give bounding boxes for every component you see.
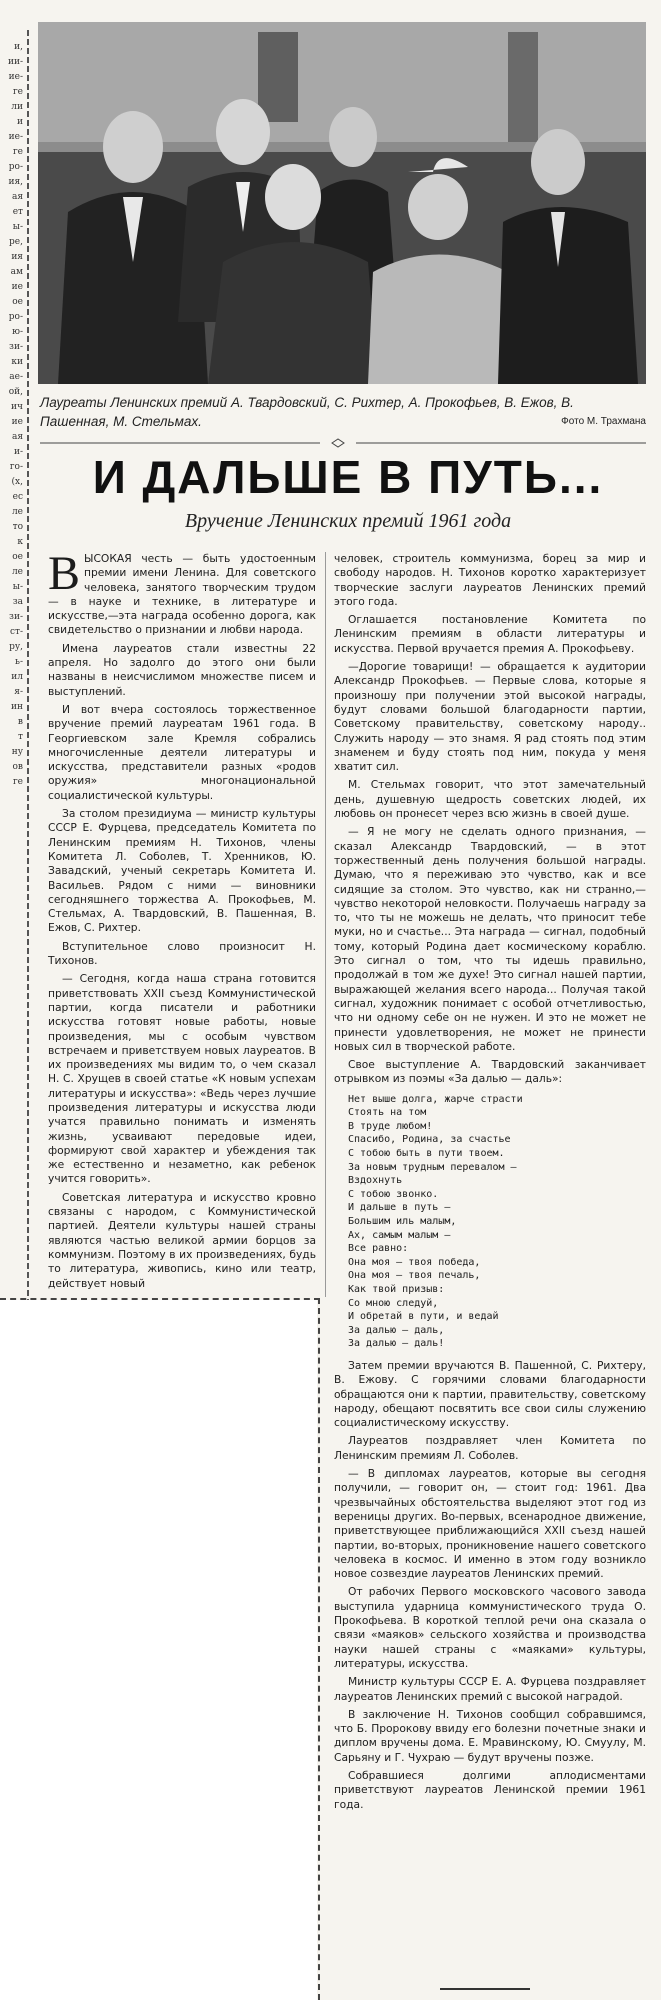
article-paragraph: В заключение Н. Тихонов сообщил собравшимся, что Б. Пророкову ввиду его болезни почетные знаки и диплом вручены дома. Е. Мравинскому, Ю. Смуулу, М. Сарьяну и Г. Чухраю — будут вручены позже. [334,1707,646,1764]
gutter-fragment: ие- [8,132,23,142]
poem-line: Она моя — твоя победа, [348,1256,481,1268]
article-paragraph: — В дипломах лауреатов, которые вы сегодня получили, — говорит он, — стоит год: 1961. Два чрезвычайных обстоятельства выделяют этот год из вереницы других. Во-первых, всенародное движение, приветствующее приближающийся XXII съезд нашей партии, во-вторых, проникновение нашего советского человека в космос. И именно в этом году возникло новое созвездие лауреатов Ленинских премий. [334,1467,646,1581]
gutter-fragment: то [12,522,23,532]
poem-line: За далью — даль! [348,1338,445,1350]
gutter-fragment: ия, [8,177,23,187]
gutter-fragment: к [17,537,23,547]
article-paragraph: За столом президиума — министр культуры СССР Е. Фурцева, председатель Комитета по Ленинским премиям Н. Тихонов, члены Комитета Л. Соболев, Т. Хренников, Ю. Завадский, ученый секретарь Комитета И. Васильев. Рядом с ними — виновники сегодняшнего торжества А. Прокофьев, М. Стельмах, А. Твардовский, В. Пашенная, В. Ежов, С. Рихтер. [48,807,316,935]
gutter-fragment: ст- [9,627,23,637]
article-paragraph: Лауреатов поздравляет член Комитета по Ленинским премиям Л. Соболев. [334,1434,646,1462]
gutter-fragment: ре, [9,237,23,247]
column-separator-rule [27,30,29,1300]
article-paragraph: Затем премии вручаются В. Пашенной, С. Рихтеру, В. Ежову. С горячими словами благодарности обращаются они к партии, правительству, советскому народу, обещают посвятить все свои силы служению социалистическому искусству. [334,1358,646,1430]
gutter-fragment: ле [11,507,23,517]
photograph-icon [38,22,646,384]
article-paragraph: Имена лауреатов стали известны 22 апреля. Но задолго до этого они были названы в неисчислимом множестве писем и выступлений. [48,641,316,698]
gutter-fragment: ой, [8,387,23,397]
clipping-cut-line-vertical [318,1298,321,2000]
gutter-fragment: ое [12,297,23,307]
poem-line: И обретай в пути, и ведай [348,1311,499,1323]
gutter-fragment: ру, [9,642,23,652]
poem-line: С тобою быть в пути твоем. [348,1148,505,1160]
article-column-1 [48,547,316,1295]
gutter-fragment: ет [12,207,23,217]
article-column-2 [334,552,646,1816]
gutter-fragment: в [17,717,23,727]
gutter-fragment: ки [11,357,23,367]
gutter-fragment: ь- [15,657,23,667]
gutter-fragment: за [12,597,23,607]
gutter-fragment: ин [11,702,23,712]
caption-text: Лауреаты Ленинских премий А. Твардовский, С. Рихтер, А. Прокофьев, В. Ежов, В. Пашенная, М. Стельмах. [40,395,574,429]
poem-line: Нет выше долга, жарче страсти [348,1093,523,1105]
gutter-fragment: ле [11,567,23,577]
gutter-fragment: зи- [9,342,23,352]
gutter-fragment: го- [9,462,23,472]
poem-line: Вздохнуть [348,1175,403,1187]
gutter-fragment: и, [14,42,23,52]
gutter-fragment: ие [11,282,23,292]
adjacent-column-fragment [0,0,26,1340]
article-subheadline: Вручение Ленинских премий 1961 года [184,510,512,532]
gutter-fragment: ге [12,147,23,157]
gutter-fragment: ро- [8,312,23,322]
article-paragraph: — Сегодня, когда наша страна готовится приветствовать XXII съезд Коммунистической партии, когда писатели и работники искусства готовят новые работы, новые произведения, мы с особым чувством встречаем и приветствуем новых лауреатов. В их произведениях мы видим то, о чем сказал Н. С. Хрущев в своей статье «К новым успехам литературы и искусства»: «Ведь через лучшие произведения литературы и искусства люди учатся правильно понимать и изменять жизнь, усваивают передовые идеи, формируют свой характер и убеждения так же естественно и незаметно, как ребенок учится говорить». [48,972,316,1186]
gutter-fragment: ес [12,492,23,502]
poem-line: Стоять на том [348,1107,427,1119]
gutter-fragment: ы- [12,582,23,592]
poem-line: Она моя — твоя печаль, [348,1270,481,1282]
gutter-fragment: ие- [8,72,23,82]
gutter-fragment: ы- [12,222,23,232]
gutter-fragment: ов [12,762,23,772]
poem-line: В труде любом! [348,1120,433,1132]
gutter-fragment: ге [12,777,23,787]
article-paragraph: Свое выступление А. Твардовский заканчивает отрывком из поэмы «За далью — даль»: [334,1058,646,1086]
poem-line: Спасибо, Родина, за счастье [348,1134,511,1146]
article-paragraph: ЫСОКАЯ честь — быть удостоенным премии имени Ленина. Для советского человека, занятого творческим трудом — в науке и технике, в литературе и искусстве,—эта награда особенно дорога, как свидетельство о признании и любви народа. [48,552,316,637]
gutter-fragment: и- [13,447,23,457]
gutter-fragment: т [18,732,23,742]
poem-line: За новым трудным перевалом — [348,1161,517,1173]
poem-line: Со мною следуй, [348,1297,439,1309]
article-paragraph: человек, строитель коммунизма, борец за мир и свободу народов. Н. Тихонов коротко характеризует творческие заслуги лауреатов Ленинских премий этого года. [334,552,646,608]
poem-line: Все равно: [348,1243,409,1255]
article-paragraph: —Дорогие товарищи! — обращается к аудитории Александр Прокофьев. — Первые слова, которые я произношу при получении этой высокой награды, будут словами большой благодарности партии, Советскому правительству, советскому народу.. Служить народу — это знамя. Я рад стоять под этим знаменем и буду стоять под ним, покуда у меня хватит сил. [334,660,646,774]
gutter-fragment: ро- [8,162,23,172]
article-end-rule [440,1988,530,1990]
article-paragraph: Вступительное слово произносит Н. Тихонов. [48,939,316,968]
gutter-fragment: ии- [7,57,23,67]
gutter-fragment: ам [10,267,23,277]
gutter-fragment: ю- [12,327,23,337]
gutter-fragment: ое [12,552,23,562]
article-paragraph: М. Стельмах говорит, что этот замечательный день, душевную щедрость советских людей, их любовь он пронесет через всю жизнь в своей душе. [334,778,646,821]
clipping-cut-line-horizontal [0,1298,320,1301]
poem-line: С тобою звонко. [348,1188,439,1200]
gutter-fragment: (х, [11,477,23,487]
gutter-fragment: ли [11,102,23,112]
gutter-fragment: ну [11,747,23,757]
poem-line: За далью — даль, [348,1324,445,1336]
article-paragraph: И вот вчера состоялось торжественное вручение премий лауреатам 1961 года. В Георгиевском зале Кремля собрались многочисленные деятели литературы и искусства, представители разных «родов оружия» многонациональной социалистической культуры. [48,702,316,802]
poem-line: Как твой призыв: [348,1284,445,1295]
photo-caption [40,393,646,431]
poem-excerpt [348,1093,646,1351]
poem-line: Большим иль малым, [348,1216,457,1228]
divider-ornament [40,438,646,448]
gutter-fragment: ия [11,252,23,262]
gutter-fragment: ич [11,402,23,412]
photo-credit: Фото М. Трахмана [561,416,646,427]
column-divider [325,552,326,1297]
article-paragraph: Оглашается постановление Комитета по Ленинским премиям в области литературы и искусства. Первой вручается премия А. Прокофьеву. [334,613,646,655]
gutter-fragment: ая [11,192,23,202]
news-photograph [38,22,646,384]
article-paragraph: От рабочих Первого московского часового завода выступила ударница коммунистического труда О. Прокофьева. В короткой теплой речи она сказала о связи «маяков» сельского хозяйства и производства науки нашей страны с «маяками» культуры, литературы, искусства. [334,1585,646,1670]
gutter-fragment: ая [11,432,23,442]
article-paragraph: Советская литература и искусство кровно связаны с народом, с Коммунистической партией. Деятели культуры нашей страны являются частью великой армии борцов за коммунизм. Поэтому в их произведениях, будь то литература, живопись, кино или театр, действует новый [48,1190,316,1290]
gutter-fragment: и [17,117,23,127]
cut-out-area [0,1300,317,2000]
drop-cap: В [48,547,81,600]
gutter-fragment: ге [12,87,23,97]
gutter-fragment: ае- [9,372,23,382]
poem-line: Ах, самым малым — [348,1229,451,1241]
article-paragraph: — Я не могу не сделать одного признания, — сказал Александр Твардовский, — в этот торжественный день получения большой награды. Думаю, что я переживаю это чувство, как и все сидящие за столом. Это чувство, как ни странно,—чувство некоторой неловкости. Получаешь награду за то, что ты не можешь не делать, что приносит тебе муки, но и счастье... Эта награда — сигнал, подобный тому, который Родина дает космическому кораблю. Это сигнал о том, что ты идешь правильно, продолжай в том же духе! Это сигнал нашей партии, выражающей желания всего народа... Получая такой сигнал, художник понимает с особой отчетливостью, что ни одному себе он не нужен. И это не может не принести удовлетворения, не может не принести новых сил в творческой работе. [334,825,646,1053]
gutter-fragment: ил [11,672,23,682]
article-headline: И ДАЛЬШЕ В ПУТЬ... [92,451,604,503]
article-paragraph: Собравшиеся долгими аплодисментами приветствуют лауреатов Ленинской премии 1961 года. [334,1768,646,1811]
gutter-fragment: ие [11,417,23,427]
poem-line: И дальше в путь — [348,1202,451,1214]
gutter-fragment: я- [14,687,23,697]
article-paragraph: Министр культуры СССР Е. А. Фурцева поздравляет лауреатов Ленинских премий с высокой наградой. [334,1675,646,1703]
gutter-fragment: зи- [9,612,23,622]
